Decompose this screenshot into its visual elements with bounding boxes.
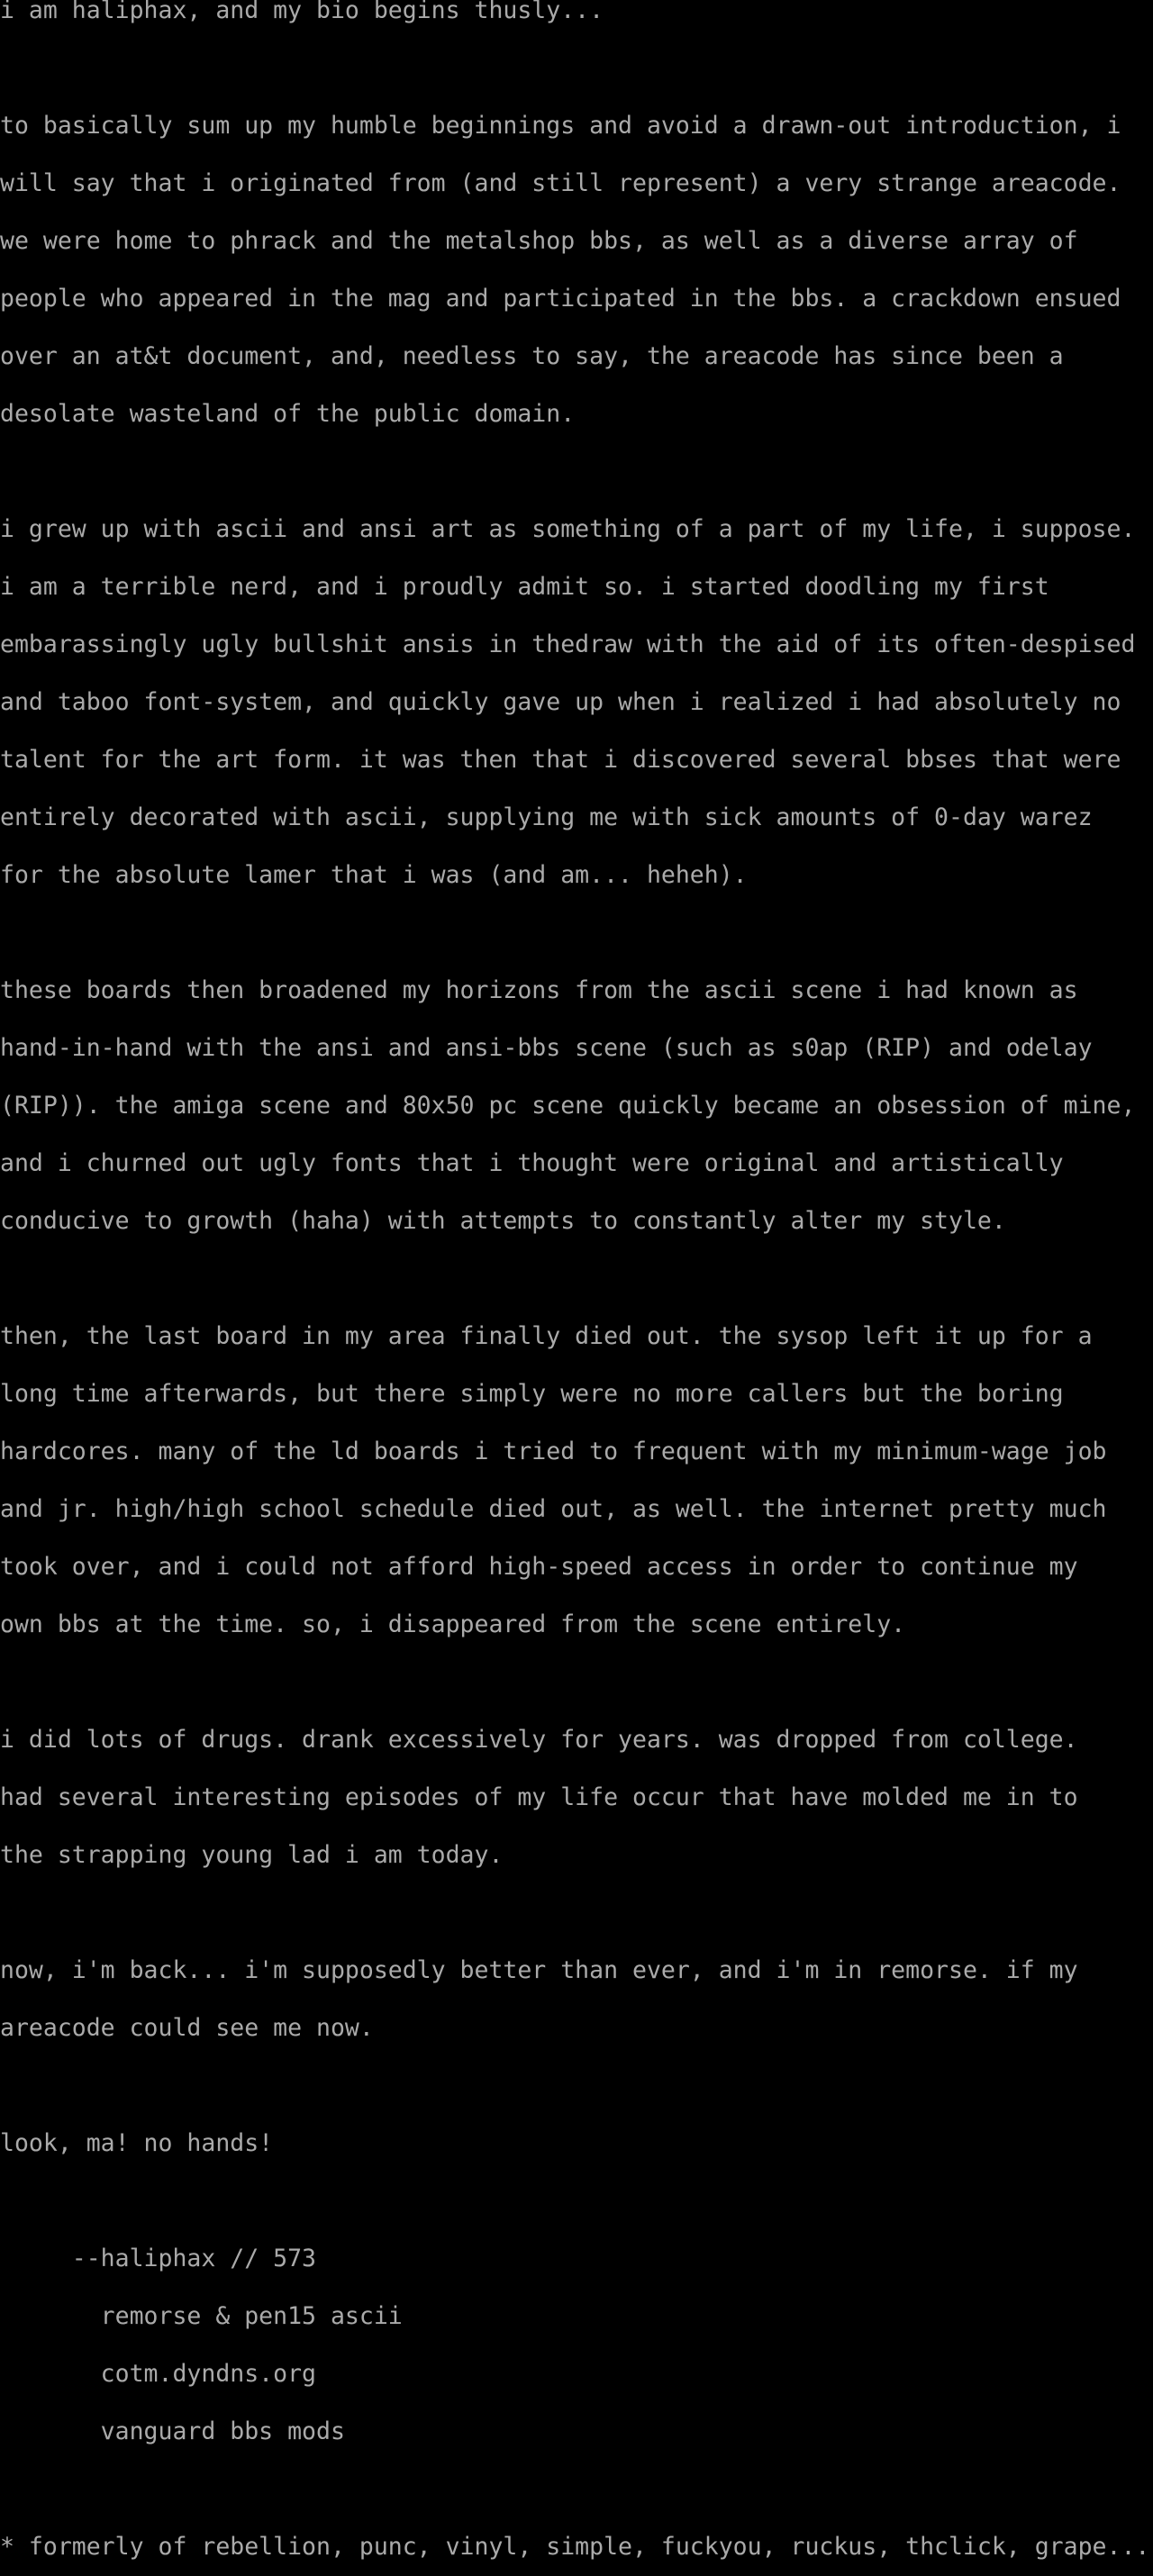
bio-line: i am haliphax, and my bio begins thusly...: [0, 0, 604, 24]
bio-line: * formerly of rebellion, punc, vinyl, simple, fuckyou, ruckus, thclick, grape...: [0, 2533, 1150, 2561]
bio-line: had several interesting episodes of my life occur that have molded me in to: [0, 1783, 1078, 1811]
bio-line: hand-in-hand with the ansi and ansi-bbs scene (such as s0ap (RIP) and odelay: [0, 1034, 1093, 1062]
bio-line: and taboo font-system, and quickly gave up when i realized i had absolutely no: [0, 688, 1121, 716]
bio-line: look, ma! no hands!: [0, 2129, 274, 2157]
bio-line: talent for the art form. it was then that i discovered several bbses that were: [0, 746, 1121, 774]
bio-line: --haliphax // 573: [0, 2245, 316, 2272]
bio-line: now, i'm back... i'm supposedly better than ever, and i'm in remorse. if my: [0, 1956, 1078, 1984]
bio-line: vanguard bbs mods: [0, 2417, 345, 2445]
bio-line: over an at&t document, and, needless to say, the areacode has since been a: [0, 342, 1064, 370]
bio-line: took over, and i could not afford high-speed access in order to continue my: [0, 1553, 1078, 1581]
bio-line: [0, 40, 1153, 97]
bio-line: own bbs at the time. so, i disappeared from the scene entirely.: [0, 1610, 906, 1638]
bio-line: will say that i originated from (and still represent) a very strange areacode.: [0, 169, 1121, 197]
bio-line: [0, 2057, 1153, 2115]
bio-line: and jr. high/high school schedule died out, as well. the internet pretty much: [0, 1495, 1107, 1523]
bio-line: (RIP)). the amiga scene and 80x50 pc scene quickly became an obsession of mine,: [0, 1092, 1136, 1120]
bio-line: the strapping young lad i am today.: [0, 1841, 504, 1869]
bio-line: we were home to phrack and the metalshop bbs, as well as a diverse array of: [0, 227, 1078, 255]
bio-line: desolate wasteland of the public domain.: [0, 400, 576, 428]
bio-line: these boards then broadened my horizons from the ascii scene i had known as: [0, 976, 1078, 1004]
bio-line: and i churned out ugly fonts that i thought were original and artistically: [0, 1149, 1064, 1177]
bio-line: i did lots of drugs. drank excessively for years. was dropped from college.: [0, 1726, 1078, 1754]
bio-line: entirely decorated with ascii, supplying me with sick amounts of 0-day warez: [0, 803, 1093, 831]
bio-line: people who appeared in the mag and participated in the bbs. a crackdown ensued: [0, 285, 1121, 313]
bio-line: [0, 2172, 1153, 2230]
bio-line: embarassingly ugly bullshit ansis in thedraw with the aid of its often-despised: [0, 630, 1136, 658]
bio-line: cotm.dyndns.org: [0, 2360, 316, 2388]
bio-line: to basically sum up my humble beginnings and avoid a drawn-out introduction, i: [0, 112, 1121, 140]
bio-line: [0, 1884, 1153, 1942]
bio-line: [0, 2461, 1153, 2518]
bio-line: i am a terrible nerd, and i proudly admit so. i started doodling my first: [0, 573, 1049, 601]
bio-line: [0, 443, 1153, 501]
bio-line: conducive to growth (haha) with attempts to constantly alter my style.: [0, 1207, 1006, 1235]
bio-line: i grew up with ascii and ansi art as something of a part of my life, i suppose.: [0, 515, 1136, 543]
bio-line: hardcores. many of the ld boards i tried to frequent with my minimum-wage job: [0, 1438, 1107, 1465]
bio-line: [0, 1250, 1153, 1308]
bio-line: then, the last board in my area finally died out. the sysop left it up for a: [0, 1322, 1093, 1350]
bio-line: areacode could see me now.: [0, 2014, 374, 2042]
bio-line: remorse & pen15 ascii: [0, 2302, 403, 2330]
bio-line: [0, 1654, 1153, 1711]
bio-line: for the absolute lamer that i was (and am... heheh).: [0, 861, 748, 889]
bio-line: long time afterwards, but there simply were no more callers but the boring: [0, 1380, 1064, 1408]
bio-line: [0, 904, 1153, 962]
